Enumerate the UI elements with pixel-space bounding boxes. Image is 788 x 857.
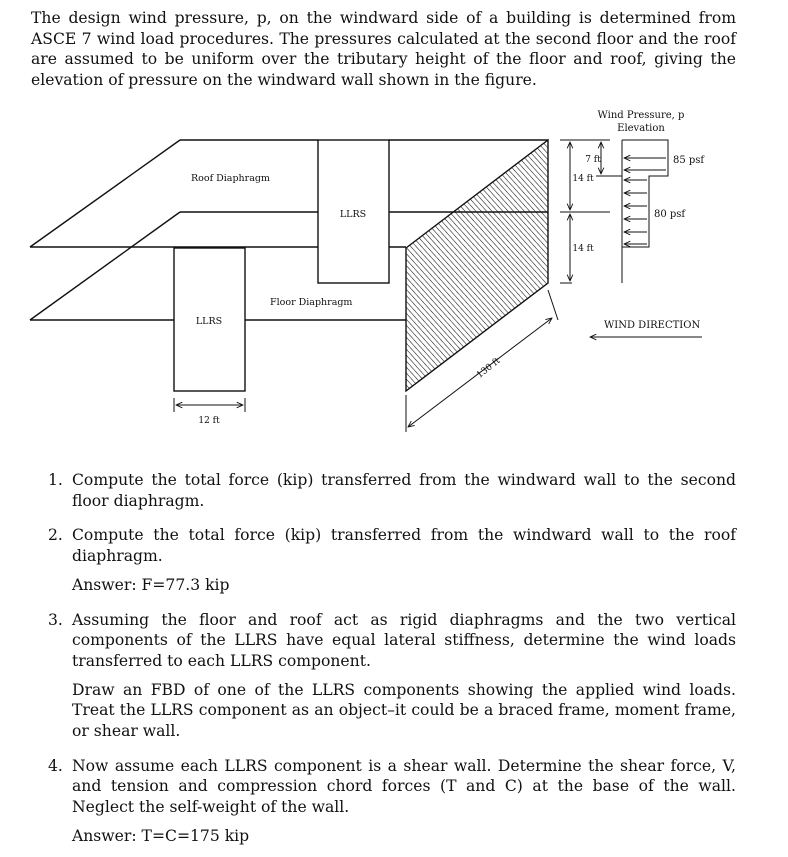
answer-text: Answer: F=77.3 kip [72, 575, 230, 594]
dim-14ft-top-label: 14 ft [572, 174, 594, 184]
llrs-left-label: LLRS [195, 316, 223, 327]
question-2 [48, 525, 736, 595]
answer-text: Answer: T=C=175 kip [72, 826, 250, 845]
question-3 [48, 610, 736, 742]
question-1 [48, 470, 736, 511]
question-text: Compute the total force (kip) transferred from the windward wall to the second floor diaphragm. [72, 471, 736, 510]
llrs-right-label: LLRS [339, 209, 367, 220]
question-extra-text: Draw an FBD of one of the LLRS components showing the applied wind loads. Treat the LLRS component as an object–it could be a braced frame, moment frame, or shear wall. [72, 680, 736, 741]
building-figure [0, 100, 788, 440]
dim-7ft-label: 7 ft [585, 155, 601, 165]
question-list [48, 470, 736, 847]
width-dimension [174, 398, 245, 412]
problem-intro: The design wind pressure, p, on the windward side of a building is determined from ASCE 7 wind load procedures. The pressures calculated at the second floor and the roof are assumed to be uniform over the tributary height of the floor and roof, giving the elevation of pressure on the windward wall shown in the figure. [31, 9, 736, 90]
question-text: Compute the total force (kip) transferred from the windward wall to the roof diaphragm. [72, 526, 736, 566]
roof-diaphragm-label: Roof Diaphragm [191, 173, 270, 184]
dim-14ft-bottom-label: 14 ft [572, 244, 594, 254]
floor-diaphragm-label: Floor Diaphragm [270, 297, 353, 308]
roof-pressure-label: 85 psf [673, 155, 705, 166]
windward-wall [406, 140, 548, 391]
floor-pressure-label: 80 psf [654, 209, 686, 220]
question-number: 4. [48, 756, 63, 775]
question-number: 1. [48, 471, 63, 489]
width-dimension-label: 12 ft [198, 416, 220, 426]
question-number: 2. [48, 526, 63, 545]
wind-direction-label: WIND DIRECTION [604, 320, 701, 331]
question-text: Now assume each LLRS component is a shear wall. Determine the shear force, V, and tension and compression chord forces (T and C) at the base of the wall. Neglect the self-weight of the wall. [72, 756, 736, 817]
pressure-title-2: Elevation [617, 123, 665, 134]
pressure-title-1: Wind Pressure, p [597, 110, 685, 121]
length-dimension-label: 130 ft [475, 356, 503, 381]
question-number: 3. [48, 610, 63, 629]
question-text: Assuming the floor and roof act as rigid diaphragms and the two vertical components of the LLRS have equal lateral stiffness, determine the wind loads transferred to each LLRS component. [72, 610, 736, 670]
question-4 [48, 756, 736, 847]
